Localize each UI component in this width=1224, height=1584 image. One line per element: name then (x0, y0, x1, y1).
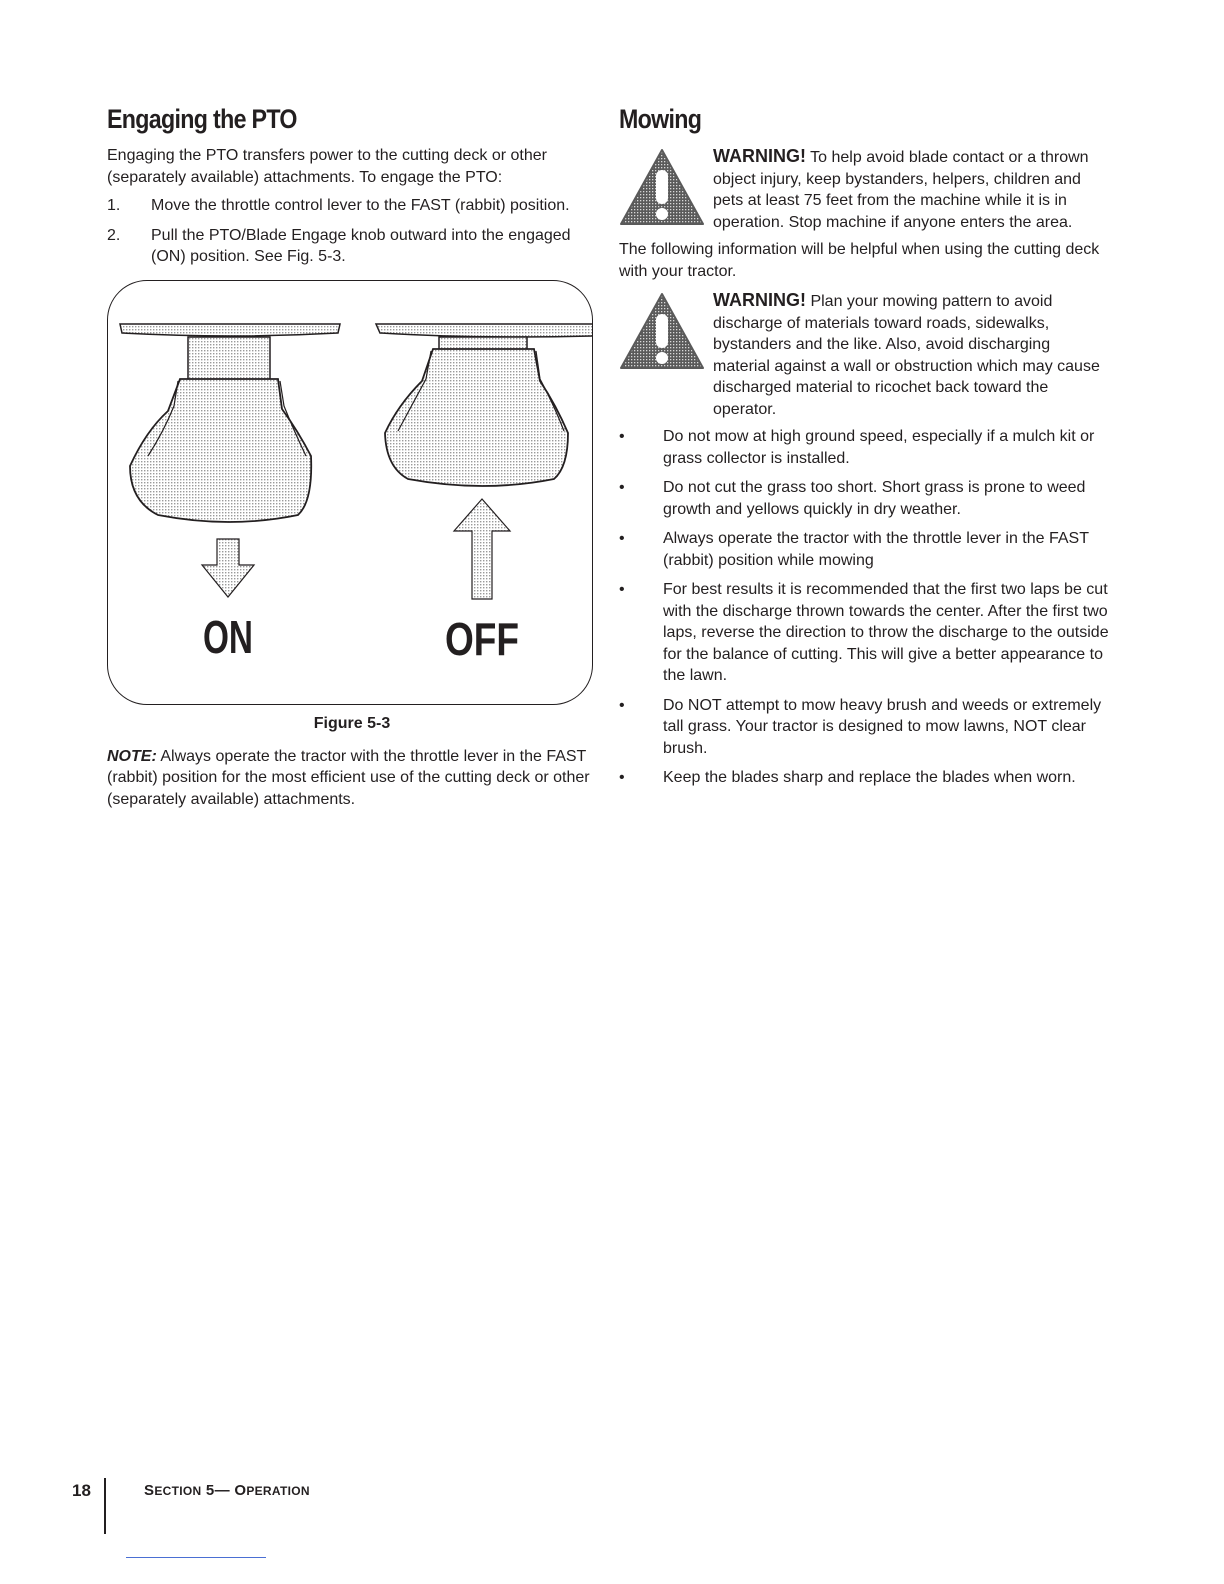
note-label: NOTE: (107, 747, 157, 765)
list-item (619, 426, 1109, 469)
step-item (107, 195, 597, 217)
section-number: 5— (201, 1482, 235, 1499)
list-item-text: Do not cut the grass too short. Short grass is prone to weed growth and yellows quickly in dry weather. (663, 479, 1086, 518)
arrow-up-icon (454, 499, 510, 599)
step-number: 2. (107, 226, 121, 244)
steps-list (107, 195, 597, 268)
section-word-rest: ECTION (154, 1484, 202, 1498)
bullet: • (619, 581, 625, 598)
left-column (107, 100, 597, 810)
figure-caption: Figure 5-3 (313, 714, 391, 732)
heading-engaging-pto: Engaging the PTO (107, 104, 297, 134)
info-paragraph: The following information will be helpful when using the cutting deck with your tractor. (619, 241, 1100, 280)
note-text: Always operate the tractor with the throttle lever in the FAST (rabbit) position for the most efficient use of the cutting deck or other (separately available) attachments. (107, 747, 590, 808)
step-number: 1. (107, 197, 121, 214)
on-label: ON (203, 610, 253, 663)
warning-text-2 (713, 290, 1109, 420)
right-column (619, 100, 1109, 797)
section-name-cap: O (234, 1482, 247, 1499)
list-item-text: Always operate the tractor with the throttle lever in the FAST (rabbit) position while mowing (663, 530, 1089, 569)
section-word-cap: S (144, 1482, 155, 1499)
bullet: • (619, 530, 625, 547)
warning-triangle-icon (619, 290, 713, 420)
off-label: OFF (445, 612, 519, 665)
on-knob-graphic (120, 324, 340, 522)
section-name-rest: PERATION (246, 1484, 310, 1498)
warning-text-1 (713, 146, 1109, 233)
list-item (619, 767, 1109, 789)
heading-mowing: Mowing (619, 104, 702, 134)
warning-body: Plan your mowing pattern to avoid discharge of materials toward roads, sidewalks, bystanders and the like. Also, avoid discharging material against a wall or obstruction which may cause discharged material to ricochet back toward the operator. (713, 293, 1100, 418)
list-item-text: Keep the blades sharp and replace the blades when worn. (663, 769, 1076, 786)
warning-label: WARNING! (713, 146, 806, 166)
list-item (619, 477, 1109, 520)
bullet: • (619, 479, 625, 496)
warning-block-2 (619, 290, 1109, 420)
list-item-text: Do not mow at high ground speed, especially if a mulch kit or grass collector is installed. (663, 428, 1095, 467)
warning-body: To help avoid blade contact or a thrown object injury, keep bystanders, helpers, children and pets at least 75 feet from the machine while it is in operation. Stop machine if anyone enters the area. (713, 149, 1089, 231)
bottom-link-line (126, 1557, 266, 1558)
warning-label: WARNING! (713, 290, 806, 310)
list-item (619, 579, 1109, 687)
section-title (144, 1482, 310, 1499)
step-text: Pull the PTO/Blade Engage knob outward into the engaged (ON) position. See Fig. 5-3. (151, 226, 571, 265)
step-item (107, 225, 597, 268)
footer-divider (104, 1478, 106, 1534)
list-item-text: For best results it is recommended that the first two laps be cut with the discharge thrown towards the center. After the first two laps, reverse the direction to throw the discharge to the outside for the balance of cutting. This will give a better appearance to the lawn. (663, 581, 1109, 684)
list-item (619, 528, 1109, 571)
list-item-text: Do NOT attempt to mow heavy brush and weeds or extremely tall grass. Your tractor is designed to mow lawns, NOT clear brush. (663, 696, 1102, 757)
warning-block-1 (619, 146, 1109, 233)
bullet: • (619, 769, 625, 786)
pto-knob-illustration (108, 281, 593, 705)
step-text: Move the throttle control lever to the FAST (rabbit) position. (151, 197, 570, 214)
figure-pto-knob (107, 280, 593, 705)
page-number: 18 (72, 1481, 91, 1500)
bullet: • (619, 696, 625, 714)
list-item (619, 695, 1109, 760)
note-paragraph (107, 746, 597, 811)
bullet: • (619, 428, 625, 445)
intro-paragraph: Engaging the PTO transfers power to the cutting deck or other (separately available) attachments. To engage the PTO: (107, 147, 547, 186)
arrow-down-icon (202, 539, 254, 597)
off-knob-graphic (376, 324, 593, 486)
warning-triangle-icon (619, 146, 713, 233)
mowing-tips-list (619, 426, 1109, 789)
